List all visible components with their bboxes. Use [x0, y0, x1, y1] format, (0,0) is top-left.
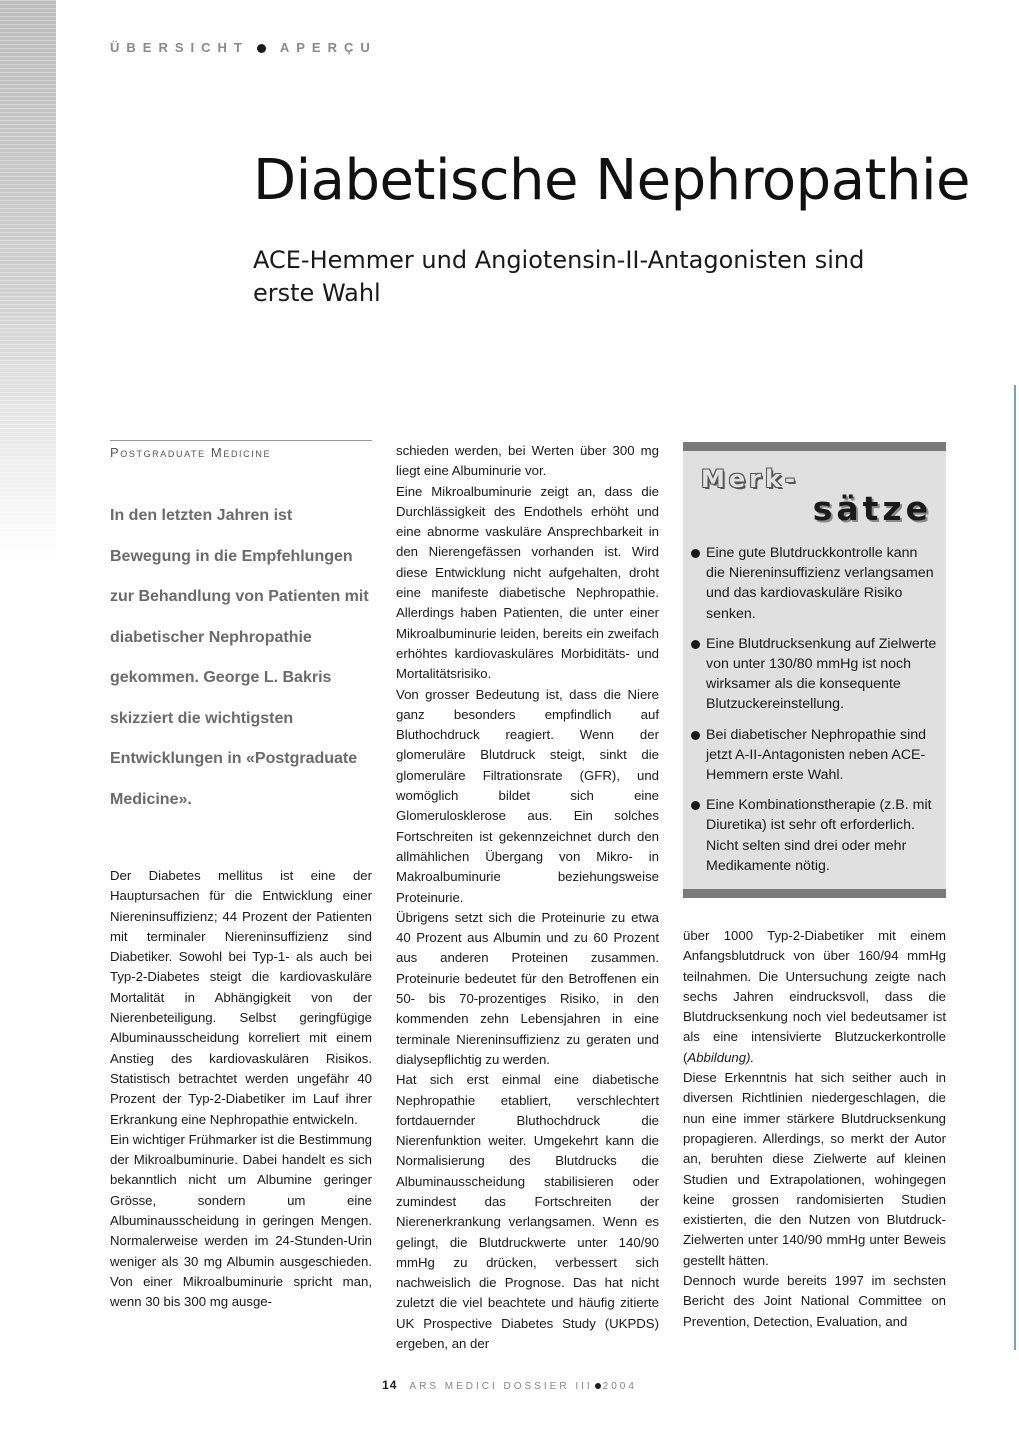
- page-number: 14: [382, 1378, 398, 1392]
- paragraph: Dennoch wurde bereits 1997 im sechsten Bericht des Joint National Committee on Prevention, Detection, Evaluation, and: [683, 1273, 946, 1329]
- text-column-3: [683, 926, 946, 1332]
- article-title: Diabetische Nephropathie: [253, 148, 970, 213]
- figure-reference: Abbildung).: [687, 1049, 755, 1065]
- paragraph-text: über 1000 Typ-2-Diabetiker mit einem Anfangsblutdruck von über 160/94 mmHg teilnahmen. Die Untersuchung zeigte nach sechs Jahren eindrucksvoll, dass die Blutdrucksenkung noch viel bedeutsamer ist als eine intensivierte Blutzuckerkontrolle (: [683, 928, 946, 1065]
- right-edge-rule: [1014, 385, 1016, 1350]
- paragraph: schieden werden, bei Werten über 300 mg liegt eine Albuminurie vor.: [396, 443, 659, 479]
- paragraph: Der Diabetes mellitus ist eine der Hauptursachen für die Entwicklung einer Niereninsuffizienz; 44 Prozent der Patienten mit terminaler Niereninsuffizienz sind Diabetiker. Sowohl bei Typ-1- als auch bei Typ-2-Diabetes steigt die kardiovaskuläre Mortalität in Abhängigkeit von der Nierenbeteiligung. Selbst geringfügige Albuminausscheidung korreliert mit einem Anstieg des kardiovaskulären Risikos. Statistisch betrachtet werden ungefähr 40 Prozent der Typ-2-Diabetiker im Lauf ihrer Erkrankung eine Nephropathie entwickeln.: [110, 868, 372, 1127]
- paragraph: Übrigens setzt sich die Proteinurie zu etwa 40 Prozent aus Albumin und zu 60 Prozent aus anderen Proteinen zusammen. Proteinurie bedeutet für den Betroffenen ein 50- bis 70-prozentiges Risiko, in den kommenden zehn Lebensjahren in eine terminale Niereninsuffizienz zu geraten und dialysepflichtig zu werden.: [396, 909, 659, 1067]
- kicker-left: ÜBERSICHT: [110, 40, 249, 55]
- source-label: Postgraduate Medicine: [110, 440, 372, 460]
- article-lead: In den letzten Jahren ist Bewegung in die Empfehlungen zur Behandlung von Patienten mit diabetischer Nephropathie gekommen. George L. Bakris skizziert die wichtigsten Entwicklungen in «Postgraduate Medicine».: [110, 507, 369, 808]
- article-subtitle: ACE-Hemmer und Angiotensin-II-Antagonisten sind erste Wahl: [253, 246, 865, 307]
- kicker-right: APERÇU: [279, 40, 377, 55]
- paragraph: Ein wichtiger Frühmarker ist die Bestimmung der Mikroalbuminurie. Dabei handelt es sich bekanntlich nicht um Albumine geringer Grösse, sondern um eine Albuminausscheidung in geringen Mengen. Normalerweise werden im 24-Stunden-Urin weniger als 30 mg Albumin ausgeschieden. Von einer Mikroalbuminurie spricht man, wenn 30 bis 300 mg ausge-: [110, 1131, 372, 1310]
- paragraph: [683, 926, 946, 1068]
- side-stripe-decoration: [0, 0, 56, 560]
- paragraph: Diese Erkenntnis hat sich seither auch in diversen Richtlinien niedergeschlagen, die nun eine immer stärkere Blutdrucksenkung propagieren. Allerdings, so merkt der Autor an, beruhten diese Zielwerte auf kleinen Studien und Extrapolationen, wohingegen keine grossen randomisierten Studien existierten, die den Nutzen von Blutdruck-Zielwerten unter 140/90 mmHg unter Beweis gestellt hätten.: [683, 1070, 946, 1268]
- publication-year: 2004: [602, 1381, 637, 1392]
- key-point-item: Eine Kombinationstherapie (z.B. mit Diuretika) ist sehr oft erforderlich. Nicht selten sind drei oder mehr Medikamente nötig.: [691, 795, 939, 876]
- key-point-item: Eine Blutdrucksenkung auf Zielwerte von unter 130/80 mmHg ist noch wirksamer als die konsequente Blutzuckereinstellung.: [691, 634, 939, 715]
- bullet-dot-icon: [257, 44, 266, 53]
- bullet-dot-icon: [595, 1383, 601, 1389]
- box-heading-2: sätze: [812, 489, 932, 528]
- publication-name: ARS MEDICI DOSSIER III: [409, 1381, 593, 1392]
- text-column-1: [110, 866, 372, 1313]
- key-point-item: Bei diabetischer Nephropathie sind jetzt A-II-Antagonisten neben ACE-Hemmern erste Wahl.: [691, 725, 939, 786]
- key-point-item: Eine gute Blutdruckkontrolle kann die Niereninsuffizienz verlangsamen und das kardiovaskuläre Risiko senken.: [691, 543, 939, 624]
- key-points-box: [683, 442, 946, 898]
- paragraph: Von grosser Bedeutung ist, dass die Niere ganz besonders empfindlich auf Bluthochdruck reagiert. Wenn der glomeruläre Blutdruck steigt, sinkt die glomeruläre Filtrationsrate (GFR), und womöglich bildet sich eine Glomerulosklerose aus. Ein solches Fortschreiten ist gekennzeichnet durch den allmählichen Übergang von Mikro- in Makroalbuminurie beziehungsweise Proteinurie.: [396, 686, 659, 905]
- text-column-2: [396, 441, 659, 1354]
- key-points-list: [691, 543, 939, 886]
- page-footer: [0, 1378, 1019, 1392]
- paragraph: Hat sich erst einmal eine diabetische Nephropathie etabliert, verschlechtert fortdauernder Bluthochdruck die Nierenfunktion weiter. Umgekehrt kann die Normalisierung des Blutdrucks die Albuminausscheidung stabilisieren oder zumindest das Fortschreiten der Nierenerkrankung verlangsamen. Wenn es gelingt, die Blutdruckwerte unter 140/90 mmHg zu drücken, verbessert sich nachweislich die Prognose. Das hat nicht zuletzt die viel beachtete und häufig zitierte UK Prospective Diabetes Study (UKPDS) ergeben, an der: [396, 1072, 659, 1352]
- section-kicker: [110, 40, 377, 55]
- box-heading-1: Merk-: [701, 465, 799, 493]
- paragraph: Eine Mikroalbuminurie zeigt an, dass die Durchlässigkeit des Endothels erhöht und eine abnorme vaskuläre Ansprechbarkeit in den Nierengefässen vorhanden ist. Wird diese Entwicklung nicht aufgehalten, droht eine manifeste diabetische Nephropathie. Allerdings haben Patienten, die unter einer Mikroalbuminurie leiden, bereits ein zweifach erhöhtes kardiovaskuläres Morbiditäts- und Mortalitätsrisiko.: [396, 483, 659, 682]
